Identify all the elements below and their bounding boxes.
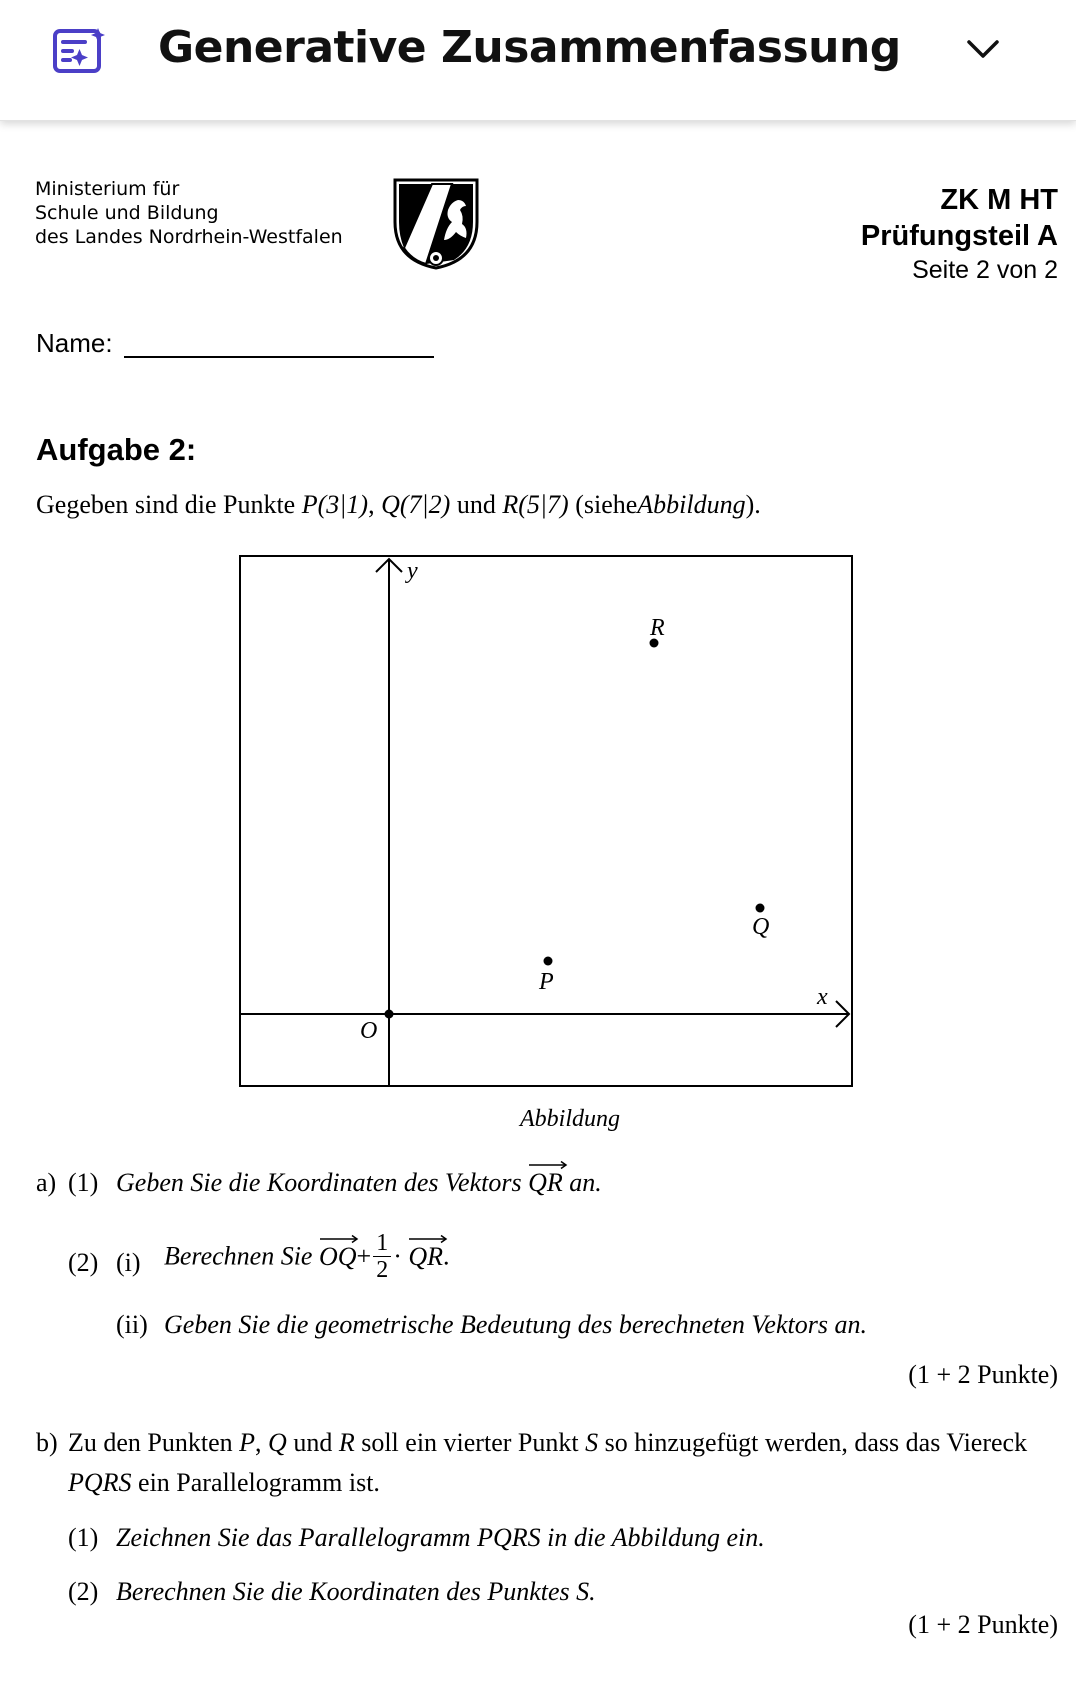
- nrw-crest-logo: [392, 178, 480, 270]
- exam-part: Prüfungsteil A: [860, 220, 1058, 252]
- intro-close: ).: [745, 490, 761, 519]
- task-b-text-line2: PQRS ein Parallelogramm ist.: [68, 1468, 380, 1497]
- task-b-label: b): [36, 1428, 58, 1457]
- point-q-label: Q: [752, 914, 770, 940]
- chevron-down-icon[interactable]: [962, 32, 1004, 66]
- app-header: [0, 0, 1076, 121]
- point-q-text: Q(7|2): [381, 490, 451, 519]
- figure-caption: Abbildung: [520, 1106, 620, 1132]
- name-field-line: [124, 356, 434, 358]
- task-a2-number: (2): [68, 1248, 99, 1277]
- page-indicator: Seite 2 von 2: [912, 256, 1058, 284]
- exam-code: ZK M HT: [940, 184, 1058, 216]
- task-a1-number: (1): [68, 1168, 99, 1197]
- exam-header-right: [861, 182, 1058, 286]
- task-a1-post: an.: [569, 1168, 602, 1197]
- task-a-label: a): [36, 1168, 57, 1197]
- intro-and: und: [456, 490, 496, 519]
- task-b1-number: (1): [68, 1523, 99, 1552]
- task-b2-text: Berechnen Sie die Koordinaten des Punktes S.: [116, 1577, 596, 1606]
- vector-oq: OQ: [319, 1242, 357, 1272]
- ministry-name: [35, 177, 343, 249]
- task-b-text-line1: Zu den Punkten P, Q und R soll ein vierter Punkt S so hinzugefügt werden, dass das Viereck: [68, 1428, 1028, 1457]
- intro-see: (siehe: [575, 490, 638, 519]
- origin-label: O: [360, 1018, 378, 1044]
- plus-sign: +: [356, 1241, 372, 1271]
- ministry-line-3: des Landes Nordrhein-Westfalen: [35, 226, 343, 248]
- point-r-text: R(5|7): [502, 490, 569, 519]
- task-title: Aufgabe 2:: [36, 432, 197, 467]
- dot-operator: ·: [393, 1241, 402, 1271]
- task-a1-pre: Geben Sie die Koordinaten des Vektors: [116, 1168, 522, 1197]
- task-b1-text: Zeichnen Sie das Parallelogramm PQRS in die Abbildung ein.: [116, 1523, 765, 1552]
- task-a1-text: [116, 1168, 602, 1198]
- vector-qr: QR: [528, 1168, 563, 1198]
- point-q-dot: [756, 904, 765, 913]
- task-a2ii-number: (ii): [116, 1310, 148, 1339]
- origin-dot: [385, 1010, 394, 1019]
- point-p-label: P: [539, 969, 554, 995]
- app-title: Generative Zusammenfassung: [158, 22, 901, 73]
- intro-text: Gegeben sind die Punkte: [36, 490, 296, 519]
- ministry-line-1: Ministerium für: [35, 178, 180, 200]
- name-label: Name:: [36, 328, 113, 358]
- generative-summary-icon: [52, 26, 110, 76]
- task-a2ii-text: Geben Sie die geometrische Bedeutung des berechneten Vektors an.: [164, 1310, 867, 1339]
- ministry-line-2: Schule und Bildung: [35, 202, 219, 224]
- task-a2i-text: [164, 1230, 450, 1283]
- y-axis-label: y: [407, 558, 418, 584]
- task-a2i-number: (i): [116, 1248, 141, 1277]
- x-axis-label: x: [817, 984, 828, 1010]
- vector-qr-2: QR: [408, 1242, 443, 1272]
- task-a2i-end: .: [443, 1241, 450, 1271]
- task-a2i-pre: Berechnen Sie: [164, 1241, 313, 1271]
- point-p-dot: [544, 957, 553, 966]
- point-r-label: R: [650, 615, 665, 641]
- task-b-points: (1 + 2 Punkte): [908, 1610, 1058, 1639]
- task-b2-number: (2): [68, 1577, 99, 1606]
- coordinate-figure: [239, 555, 853, 1087]
- fraction-half: $\frac{1}{2}$: [373, 1230, 391, 1283]
- point-p-text: P(3|1): [301, 490, 369, 519]
- task-intro: Gegeben sind die Punkte P(3|1), Q(7|2) und R(5|7) (sieheAbbildung).: [36, 490, 761, 519]
- task-a-points: (1 + 2 Punkte): [908, 1360, 1058, 1389]
- intro-see-word: Abbildung: [637, 490, 746, 519]
- figure-frame: [240, 556, 852, 1086]
